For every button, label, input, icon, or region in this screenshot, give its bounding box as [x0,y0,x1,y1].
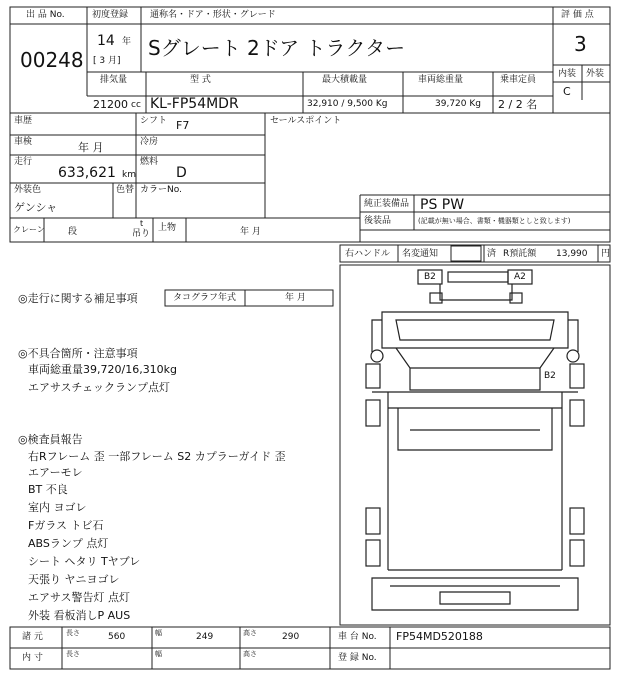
shift-value: F7 [176,119,190,132]
report-item: シート ヘタリ Tヤブレ [28,555,141,568]
width-value: 249 [196,632,214,642]
capacity: 2 / 2 名 [498,98,538,111]
registration-month: [ 3 月] [93,56,121,66]
interior-length-label: 長さ [66,650,80,658]
score-label: 評 価 点 [561,10,594,20]
mileage-label: 走行 [14,157,33,167]
capacity-label: 乗車定員 [500,75,537,85]
shift-label: シフト [140,116,168,126]
color-code-label: カラーNo. [140,185,182,195]
ac-label: 冷房 [140,137,159,147]
damage-code-a2: A2 [514,272,526,282]
report-item: 天張り ヤニヨゴレ [28,573,120,586]
travel-notes-title: ◎走行に関する補足事項 [18,292,138,305]
interior-grade-label: 内装 [558,69,577,79]
width-label: 幅 [155,629,162,637]
registration-year: 14 [97,33,115,49]
overall-score: 3 [574,32,587,56]
rhd-label: 右ハンドル [345,249,391,259]
fuel-type: D [176,165,187,181]
report-item: エアサス警告灯 点灯 [28,591,131,604]
damage-code-b2-side: B2 [544,371,556,381]
crane-steps: 段 [68,227,78,237]
registration-label: 登 録 No. [338,653,377,663]
history-label: 車歴 [14,116,33,126]
defect-item: 車両総重量39,720/16,310kg [28,363,178,376]
report-item: ABSランプ 点灯 [28,537,109,550]
report-item: 室内 ヨゴレ [28,501,87,514]
gross-weight: 39,720 Kg [435,99,481,109]
defect-notes-title: ◎不具合箇所・注意事項 [18,347,138,360]
recycle-deposit-label: R預託額 [503,249,537,259]
report-item: エアーモレ [28,466,83,479]
exterior-color: ゲンシャ [14,201,58,214]
max-load-label: 最大積載量 [322,75,368,85]
height-value: 290 [282,632,300,642]
inspection-label: 車検 [14,137,33,147]
registration-year-unit: 年 [122,37,132,47]
equipment: PS PW [420,197,465,213]
displacement: 21200 [93,98,128,111]
mileage: 633,621 [58,165,116,181]
exterior-color-label: 外装色 [14,185,42,195]
mileage-unit: km [122,170,136,180]
displacement-label: 排気量 [100,75,128,85]
aftermarket-label: 後装品 [364,216,392,226]
model-code: KL-FP54MDR [150,96,239,112]
inspection-date: 年 月 [78,141,104,154]
crane-tonnage-unit: t [140,219,144,228]
dimensions-label: 諸 元 [22,632,43,642]
height-label: 高さ [243,629,257,637]
color-change-label: 色替 [116,185,135,195]
car-name: Sグレート 2ドア トラクター [148,36,406,60]
report-item: BT 不良 [28,483,68,496]
length-value: 560 [108,632,126,642]
chassis-label: 車 台 No. [338,632,377,642]
recycle-amount: 13,990 [556,249,588,259]
chassis-number: FP54MD520188 [396,630,483,643]
upper-body-date: 年 月 [240,227,261,237]
crane-label: クレーン [13,225,45,234]
sales-point-label: セールスポイント [270,116,342,126]
interior-grade: C [563,85,571,98]
exterior-grade-label: 外装 [586,69,605,79]
damage-code-b2: B2 [424,272,436,282]
inspector-report-title: ◎検査員報告 [18,433,83,446]
fuel-label: 燃料 [140,157,159,167]
name-change-label: 名変通知 [402,249,439,259]
report-item: 外装 看板消しP AUS [28,609,131,622]
report-item: 右Rフレーム 歪 一部フレーム S2 カプラーガイド 歪 [28,450,286,463]
interior-dimensions-label: 内 寸 [22,653,43,663]
interior-height-label: 高さ [243,650,257,658]
equipment-label: 純正装備品 [364,199,410,209]
interior-width-label: 幅 [155,650,162,658]
yen-label: 円 [601,249,611,259]
defect-item: エアサスチェックランプ点灯 [28,381,171,394]
tachograph-date: 年 月 [285,293,306,303]
model-label: 型 式 [190,75,211,85]
length-label: 長さ [66,629,80,637]
car-name-label: 通称名・ドア・形状・グレード [150,10,276,20]
truck-diagram [366,270,584,610]
displacement-unit: cc [131,100,141,110]
report-item: Fガラス トビ石 [28,519,104,532]
lot-number: 00248 [20,48,84,72]
lot-number-label: 出 品 No. [26,10,65,20]
first-registration-label: 初度登録 [92,10,129,20]
gross-weight-label: 車両総重量 [418,75,464,85]
tachograph-label: タコグラフ年式 [173,293,237,303]
aftermarket-note: (記載が無い場合、書類・機器類としと致します) [418,217,571,225]
crane-hang-label: 吊り [132,229,151,239]
upper-body-label: 上物 [158,223,177,233]
recycle-paid-label: 済 [487,249,497,259]
max-load: 32,910 / 9,500 Kg [307,99,388,109]
